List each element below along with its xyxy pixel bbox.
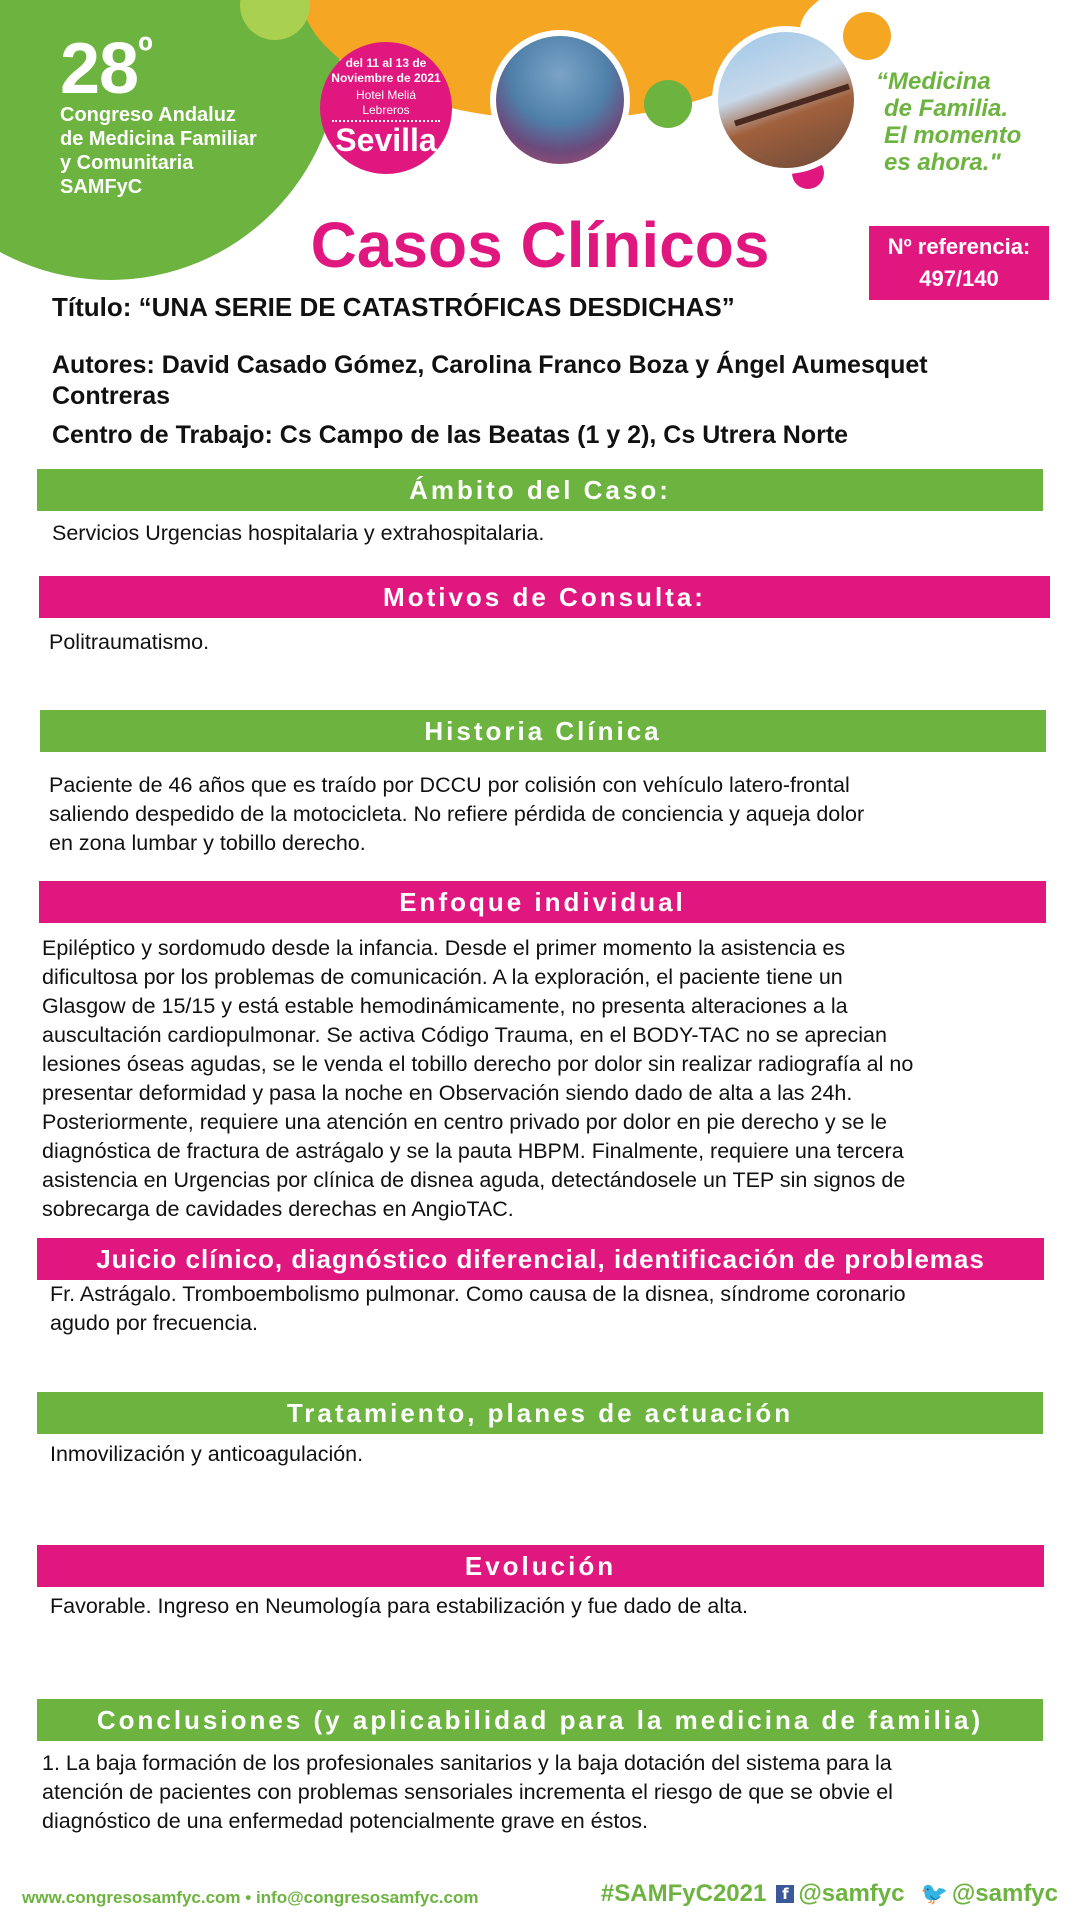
section-heading-tratamiento: Tratamiento, planes de actuación	[37, 1392, 1043, 1434]
reference-box	[869, 226, 1049, 300]
text-line: sobrecarga de cavidades derechas en AngioTAC.	[42, 1197, 514, 1221]
section-text-historia	[49, 771, 864, 858]
slogan-line-1: “Medicina	[876, 68, 991, 95]
edition-number: 28	[60, 29, 139, 109]
text-line: presentar deformidad y pasa la noche en Observación siendo dado de alta a las 24h.	[42, 1081, 853, 1105]
triana-bridge-photo	[712, 26, 860, 174]
text-line: saliendo despedido de la motocicleta. No refiere pérdida de conciencia y aqueja dolor	[49, 802, 865, 826]
section-heading-motivos: Motivos de Consulta:	[39, 576, 1050, 618]
date-line-2: Noviembre de 2021	[331, 71, 441, 85]
text-line: diagnóstica de fractura de astrágalo y se la pauta HBPM. Finalmente, requiere una tercera	[42, 1139, 904, 1163]
slogan	[876, 68, 1021, 176]
congress-logo	[60, 18, 257, 199]
text-line: Inmovilización y anticoagulación.	[50, 1442, 364, 1466]
text-line: Glasgow de 15/15 y está estable hemodinámicamente, no presenta alteraciones a la	[42, 994, 848, 1018]
congress-line-4: SAMFyC	[60, 176, 143, 198]
text-line: Fr. Astrágalo. Tromboembolismo pulmonar. Como causa de la disnea, síndrome coronario	[50, 1282, 906, 1306]
section-heading-historia: Historia Clínica	[40, 710, 1046, 752]
footer-hashtag[interactable]: #SAMFyC2021	[600, 1880, 767, 1907]
case-title: Título: “UNA SERIE DE CATASTRÓFICAS DESDICHAS”	[52, 292, 735, 322]
facebook-icon: f	[776, 1885, 794, 1903]
section-heading-evolucion: Evolución	[37, 1545, 1044, 1587]
text-line: 1. La baja formación de los profesionales sanitarios y la baja dotación del sistema para la	[42, 1751, 892, 1775]
text-line: atención de pacientes con problemas sensoriales incrementa el riesgo de que se obvie el	[42, 1780, 893, 1804]
text-line: Epiléptico y sordomudo desde la infancia. Desde el primer momento la asistencia es	[42, 936, 846, 960]
text-line: asistencia en Urgencias por clínica de disnea aguda, detectándosele un TEP sin signos de	[42, 1168, 906, 1192]
hotel-name: Hotel Meliá Lebreros	[332, 88, 440, 122]
slogan-line-3: El momento	[884, 122, 1022, 149]
authors-line-2: Contreras	[52, 382, 171, 410]
footer-twitter-handle[interactable]: @samfyc	[951, 1880, 1058, 1907]
workplace: Centro de Trabajo: Cs Campo de las Beatas (1 y 2), Cs Utrera Norte	[52, 421, 849, 449]
reference-label: Nº referencia:	[887, 234, 1031, 259]
section-text-evolucion	[50, 1592, 748, 1621]
section-heading-conclusiones: Conclusiones (y aplicabilidad para la medicina de familia)	[37, 1699, 1043, 1741]
footer-social	[601, 1880, 1058, 1908]
header-green-dot	[644, 80, 692, 128]
section-heading-enfoque: Enfoque individual	[39, 881, 1046, 923]
footer-facebook-handle[interactable]: @samfyc	[798, 1880, 905, 1907]
twitter-icon: 🐦	[920, 1881, 948, 1907]
text-line: diagnóstico de una enfermedad potencialmente grave en éstos.	[42, 1809, 648, 1833]
text-line: en zona lumbar y tobillo derecho.	[49, 831, 366, 855]
authors	[52, 350, 928, 412]
text-line: agudo por frecuencia.	[50, 1311, 258, 1335]
slogan-line-2: de Familia.	[884, 95, 1009, 122]
authors-line-1: Autores: David Casado Gómez, Carolina Franco Boza y Ángel Aumesquet	[52, 351, 928, 379]
text-line: Favorable. Ingreso en Neumología para estabilización y fue dado de alta.	[50, 1594, 748, 1618]
text-line: Servicios Urgencias hospitalaria y extrahospitalaria.	[52, 521, 545, 545]
section-text-enfoque	[42, 934, 913, 1224]
section-heading-juicio: Juicio clínico, diagnóstico diferencial, identificación de problemas	[37, 1238, 1044, 1280]
congress-line-3: y Comunitaria	[60, 152, 194, 174]
reference-value: 497/140	[919, 266, 999, 291]
text-line: auscultación cardiopulmonar. Se activa Código Trauma, en el BODY-TAC no se aprecian	[42, 1023, 887, 1047]
date-badge	[320, 42, 452, 174]
text-line: Paciente de 46 años que es traído por DCCU por colisión con vehículo latero-frontal	[49, 773, 850, 797]
text-line: lesiones óseas agudas, se le venda el tobillo derecho por dolor sin realizar radiografía al no	[42, 1052, 914, 1076]
congress-line-2: de Medicina Familiar	[60, 128, 257, 150]
page-title: Casos Clínicos	[310, 209, 770, 281]
sevilla-monument-photo	[490, 30, 630, 170]
section-text-conclusiones	[42, 1749, 893, 1836]
header-orange-dot	[843, 12, 891, 60]
edition-suffix: º	[138, 30, 152, 74]
text-line: Posteriormente, requiere una atención en centro privado por dolor en pie derecho y se le	[42, 1110, 887, 1134]
section-text-motivos	[49, 628, 209, 657]
congress-line-1: Congreso Andaluz	[60, 104, 236, 126]
slogan-line-4: es ahora."	[884, 149, 1001, 176]
text-line: dificultosa por los problemas de comunicación. A la exploración, el paciente tiene un	[42, 965, 843, 989]
footer-contact[interactable]: www.congresosamfyc.com • info@congresosamfyc.com	[22, 1888, 479, 1907]
date-line-1: del 11 al 13 de	[345, 56, 427, 70]
section-heading-ambito: Ámbito del Caso:	[37, 469, 1043, 511]
section-text-tratamiento	[50, 1440, 363, 1469]
text-line: Politraumatismo.	[49, 630, 210, 654]
section-text-juicio	[50, 1280, 906, 1338]
city-name: Sevilla	[335, 122, 437, 158]
section-text-ambito	[52, 519, 544, 548]
